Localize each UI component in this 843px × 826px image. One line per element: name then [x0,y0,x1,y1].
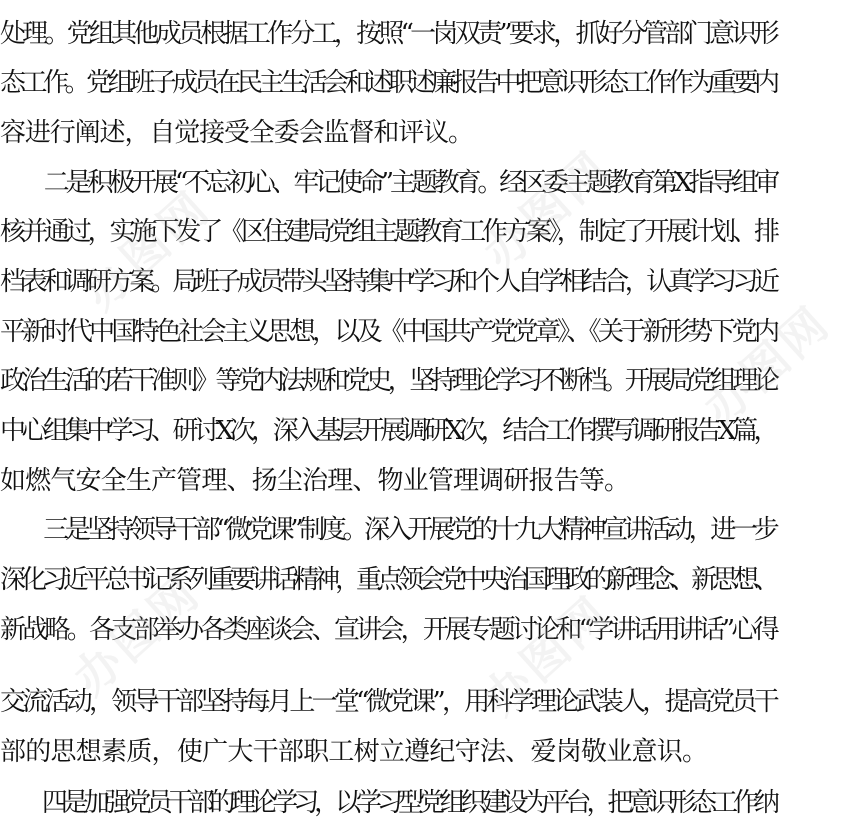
text-line: 部的思想素质，使广大干部职工树立遵纪守法、爱岗敬业意识。 [0,737,708,767]
text-line: 如燃气安全生产管理、扬尘治理、物业管理调研报告等。 [0,466,630,496]
text-line: 深化习近平总书记系列重要讲话精神，重点领会党中央治国理政的新理念、新思想、 [0,565,775,595]
text-line: 新战略。各支部举办各类座谈会、宣讲会，开展专题讨论和“学讲话用讲话”心得 [0,615,776,645]
text-line: 交流活动，领导干部坚持每月上一堂“微党课”，用科学理论武装人，提高党员干 [0,687,776,717]
watermark: 办图网 [693,294,841,436]
text-line: 中心组集中学习、研讨X次，深入基层开展调研X次，结合工作撰写调研报告X篇， [0,416,776,446]
text-line: 二是积极开展“不忘初心、牢记使命”主题教育。经区委主题教育第X指导组审 [0,168,776,198]
watermark: 办图网 [473,584,621,726]
text-line: 处理。党组其他成员根据工作分工，按照“一岗双责”要求，抓好分管部门意识形 [0,19,776,49]
text-line: 政治生活的若干准则》等党内法规和党史，坚持理论学习不断档。开展局党组理论 [0,366,776,396]
watermark: 办图网 [63,564,211,706]
text-line: 核并通过，实施下发了《区住建局党组主题教育工作方案》，制定了开展计划、排 [0,217,776,247]
watermark: 办图网 [473,139,621,281]
text-line: 四是加强党员干部的理论学习，以学习型党组织建设为平台，把意识形态工作纳 [0,788,775,818]
watermark: 办图网 [73,179,221,321]
text-line: 档表和调研方案。局班子成员带头坚持集中学习和个人自学相结合，认真学习习近 [0,267,776,297]
text-line: 态工作。党组班子成员在民主生活会和述职述廉报告中把意识形态工作作为重要内 [0,68,776,98]
text-line: 平新时代中国特色社会主义思想，以及《中国共产党党章》、《关于新形势下党内 [0,317,777,347]
text-line: 三是坚持领导干部“微党课”制度。深入开展党的十九大精神宣讲活动，进一步 [0,515,776,545]
text-line: 容进行阐述，自觉接受全委会监督和评议。 [0,118,473,148]
